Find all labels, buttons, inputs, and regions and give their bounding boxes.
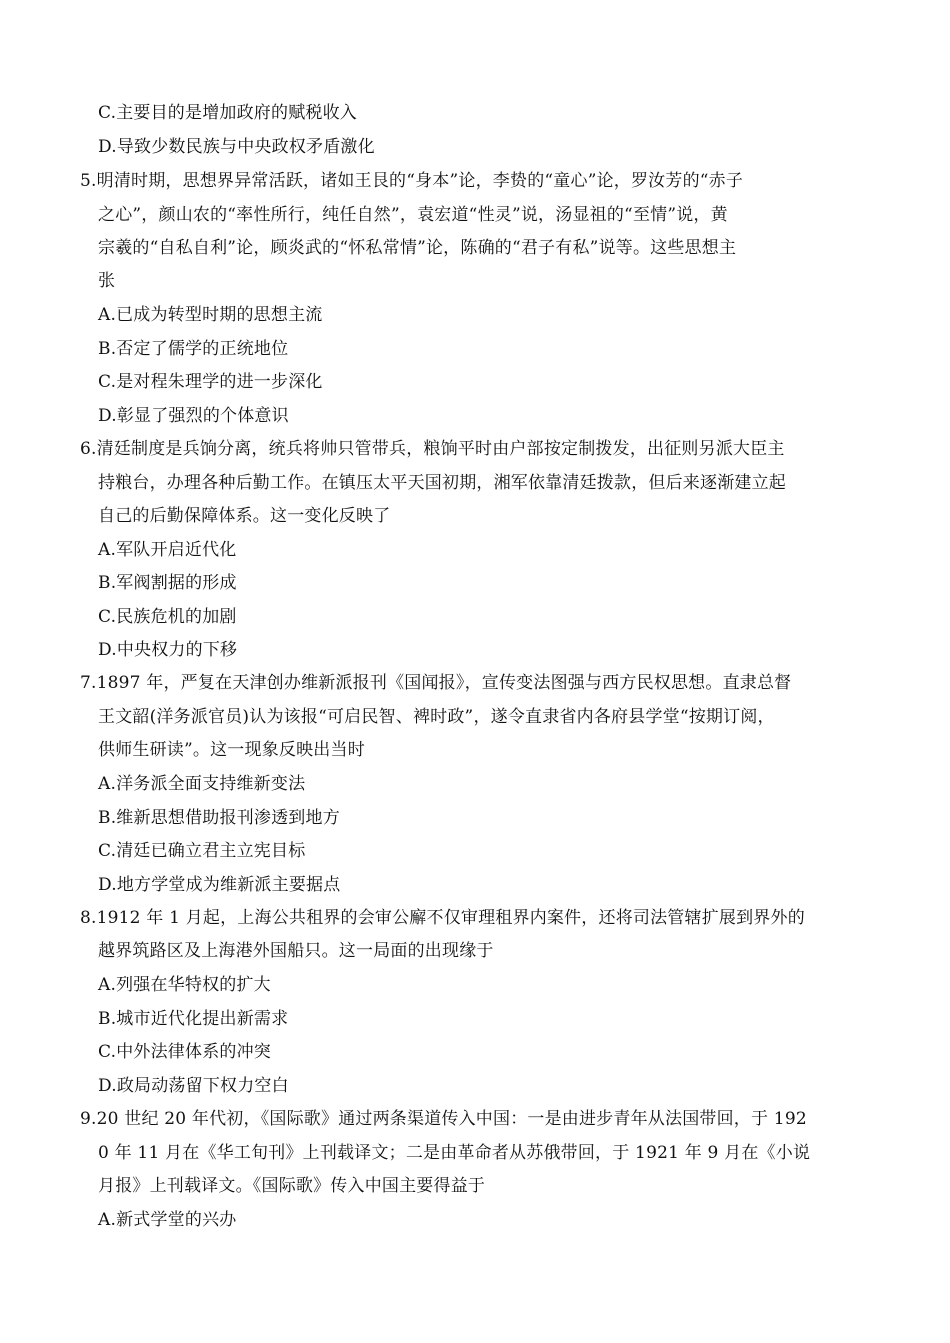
q4-option-d: D.导致少数民族与中央政权矛盾激化: [98, 137, 375, 157]
q7-stem-line: 王文韶(洋务派官员)认为该报“可启民智、裨时政”，遂令直隶省内各府县学堂“按期订阅，: [98, 707, 775, 727]
q7-option-a: A.洋务派全面支持维新变法: [98, 774, 306, 794]
q7-stem-line: 供师生研读”。这一现象反映出当时: [98, 740, 365, 760]
q8-stem-line: 越界筑路区及上海港外国船只。这一局面的出现缘于: [98, 941, 494, 961]
q9-stem-line: 9.20 世纪 20 年代初，《国际歌》通过两条渠道传入中国：一是由进步青年从法国带回，于 192: [80, 1109, 807, 1129]
q6-option-b: B.军阀割据的形成: [98, 573, 237, 593]
q6-stem-line: 自己的后勤保障体系。这一变化反映了: [98, 506, 391, 526]
q9-stem-line: 0 年 11 月在《华工旬刊》上刊载译文；二是由革命者从苏俄带回，于 1921 年 9 月在《小说: [98, 1143, 811, 1163]
q4-option-c: C.主要目的是增加政府的赋税收入: [98, 103, 358, 123]
q9-stem-line: 月报》上刊载译文。《国际歌》传入中国主要得益于: [98, 1176, 486, 1196]
q6-stem-line: 持粮台，办理各种后勤工作。在镇压太平天国初期，湘军依靠清廷拨款，但后来逐渐建立起: [98, 473, 786, 493]
q7-stem-line: 7.1897 年，严复在天津创办维新派报刊《国闻报》，宣传变法图强与西方民权思想。直隶总督: [80, 673, 792, 693]
q8-option-b: B.城市近代化提出新需求: [98, 1009, 289, 1029]
q7-option-d: D.地方学堂成为维新派主要据点: [98, 875, 341, 895]
q8-option-a: A.列强在华特权的扩大: [98, 975, 271, 995]
q9-option-a: A.新式学堂的兴办: [98, 1210, 237, 1230]
q7-option-b: B.维新思想借助报刊渗透到地方: [98, 808, 340, 828]
q5-option-c: C.是对程朱理学的进一步深化: [98, 372, 323, 392]
q6-option-d: D.中央权力的下移: [98, 640, 238, 660]
q5-option-d: D.彰显了强烈的个体意识: [98, 406, 289, 426]
q8-stem-line: 8.1912 年 1 月起，上海公共租界的会审公廨不仅审理租界内案件，还将司法管辖扩展到界外的: [80, 908, 805, 928]
q5-stem-line: 张: [98, 271, 116, 291]
q5-option-a: A.已成为转型时期的思想主流: [98, 305, 323, 325]
q5-option-b: B.否定了儒学的正统地位: [98, 339, 289, 359]
q6-option-a: A.军队开启近代化: [98, 540, 237, 560]
q6-stem-line: 6.清廷制度是兵饷分离，统兵将帅只管带兵，粮饷平时由户部按定制拨发，出征则另派大臣主: [80, 439, 785, 459]
q7-option-c: C.清廷已确立君主立宪目标: [98, 841, 306, 861]
q6-option-c: C.民族危机的加剧: [98, 607, 237, 627]
q5-stem-line: 宗羲的“自私自利”论，顾炎武的“怀私常情”论，陈确的“君子有私”说等。这些思想主: [98, 238, 737, 258]
q8-option-c: C.中外法律体系的冲突: [98, 1042, 272, 1062]
q5-stem-line: 5.明清时期，思想界异常活跃，诸如王艮的“身本”论，李贽的“童心”论，罗汝芳的“赤子: [80, 171, 744, 191]
q5-stem-line: 之心”，颜山农的“率性所行，纯任自然”，袁宏道“性灵”说，汤显祖的“至情”说，黄: [98, 205, 728, 225]
q8-option-d: D.政局动荡留下权力空白: [98, 1076, 289, 1096]
